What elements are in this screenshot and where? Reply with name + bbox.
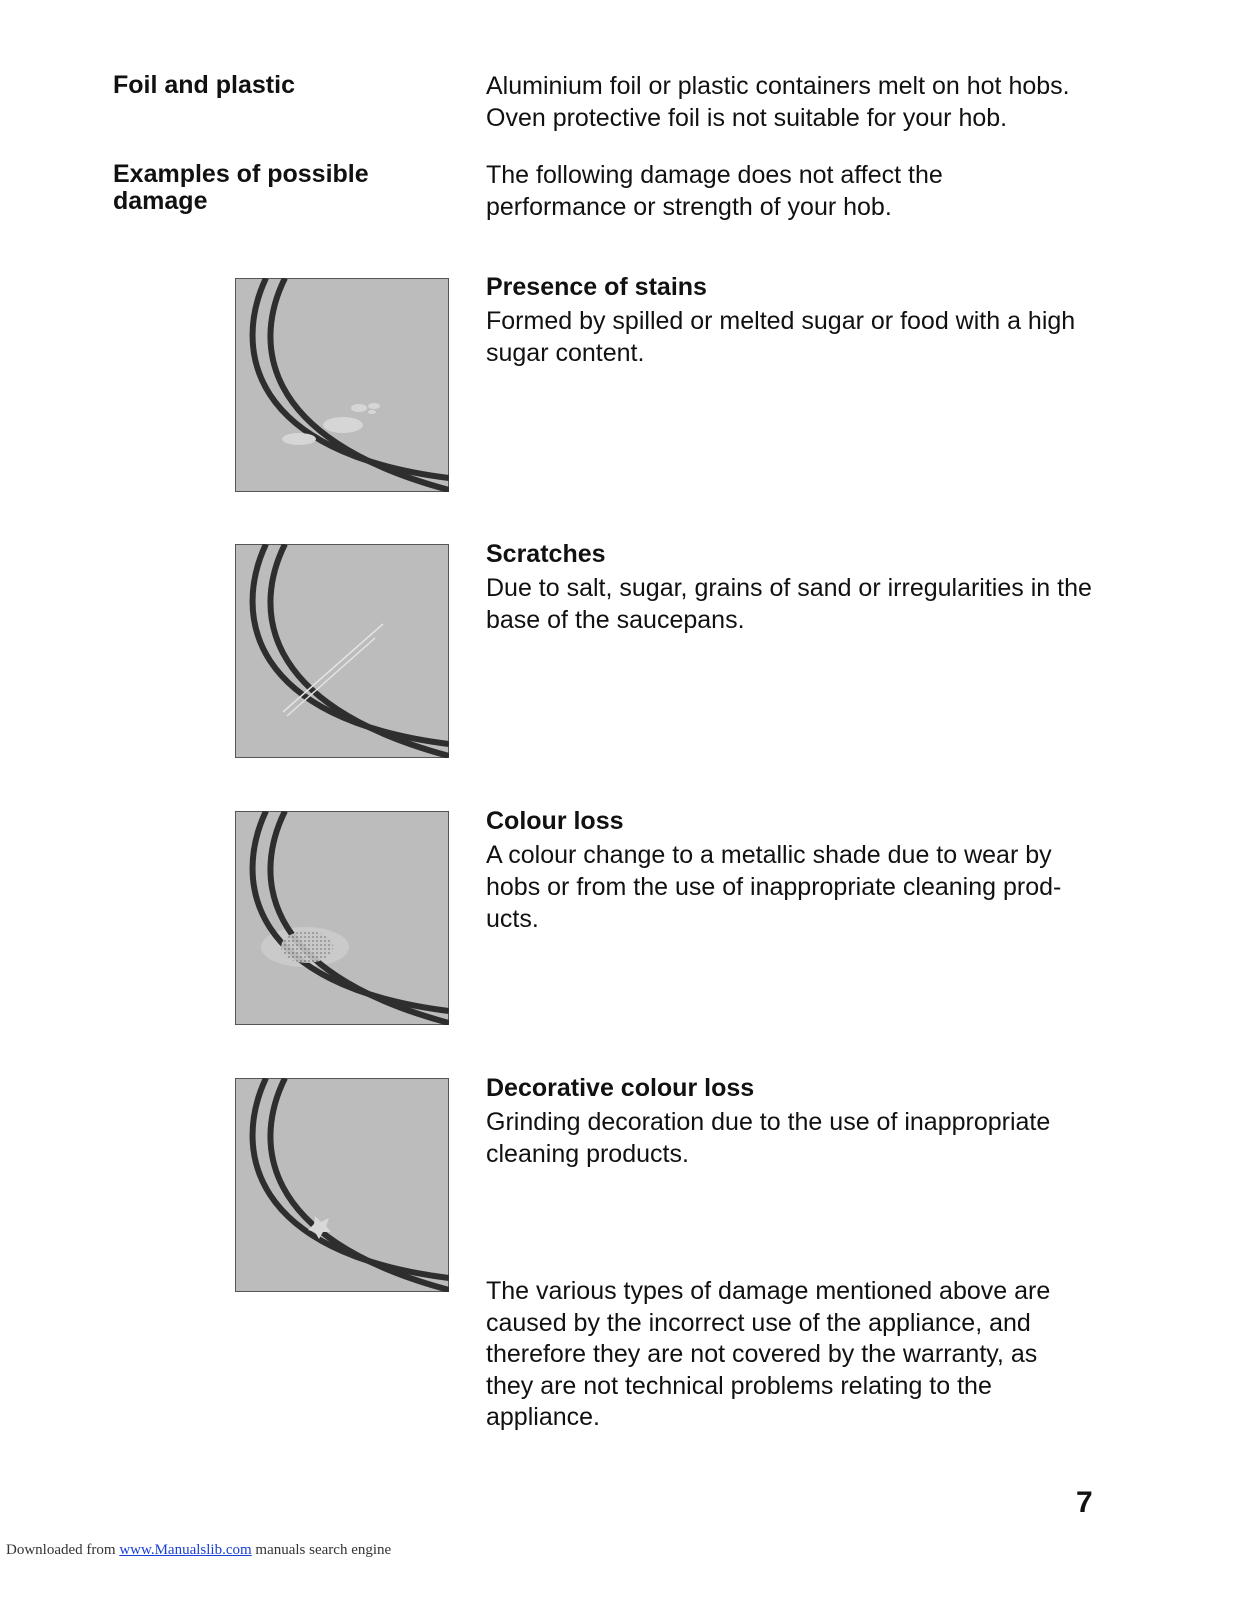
damage-text-line: ucts. bbox=[486, 905, 539, 933]
foil-text-line-2: Oven protective foil is not suitable for your hob. bbox=[486, 104, 1008, 132]
damage-text-line: Grinding decoration due to the use of inappropriate bbox=[486, 1108, 1051, 1136]
damage-text-line: A colour change to a metallic shade due to wear by bbox=[486, 841, 1052, 869]
warranty-note-line: appliance. bbox=[486, 1403, 600, 1431]
damage-text-line: Formed by spilled or melted sugar or food with a high bbox=[486, 307, 1076, 335]
warranty-note-line: The various types of damage mentioned above are bbox=[486, 1277, 1051, 1305]
examples-text-line-2: performance or strength of your hob. bbox=[486, 193, 892, 221]
damage-text bbox=[486, 839, 1146, 935]
stain-blob-4 bbox=[368, 403, 380, 409]
page-number: 7 bbox=[1076, 1486, 1093, 1519]
warranty-note-line: caused by the incorrect use of the appliance, and bbox=[486, 1308, 1031, 1337]
damage-text-line: hobs or from the use of inappropriate cleaning prod- bbox=[486, 873, 1062, 901]
examples-heading-line-2: damage bbox=[113, 187, 208, 215]
hob-colour-loss-illustration bbox=[235, 811, 449, 1025]
damage-title: Decorative colour loss bbox=[486, 1074, 755, 1102]
stain-blob-2 bbox=[323, 417, 363, 433]
damage-text-line: base of the saucepans. bbox=[486, 606, 745, 634]
damage-item-scratches bbox=[486, 541, 1146, 636]
hob-stain-illustration bbox=[235, 278, 449, 492]
damage-item-decorative-colour-loss bbox=[486, 1075, 1146, 1170]
warranty-note-line: they are not technical problems relating to the bbox=[486, 1371, 992, 1400]
colour-loss-patch bbox=[281, 931, 333, 963]
examples-heading bbox=[113, 161, 369, 215]
stain-blob-1 bbox=[282, 433, 316, 445]
stain-blob-5 bbox=[368, 410, 376, 414]
damage-text bbox=[486, 572, 1146, 636]
warranty-note-line: therefore they are not covered by the warranty, as bbox=[486, 1340, 1038, 1368]
damage-item-stains bbox=[486, 274, 1146, 369]
examples-text-line-1: The following damage does not affect the bbox=[486, 161, 943, 189]
damage-text bbox=[486, 1106, 1146, 1170]
foil-heading: Foil and plastic bbox=[113, 71, 295, 99]
footer-prefix: Downloaded from bbox=[6, 1542, 120, 1558]
damage-title: Colour loss bbox=[486, 807, 624, 835]
hob-decor-loss-illustration bbox=[235, 1078, 449, 1292]
warranty-note bbox=[486, 1276, 1146, 1434]
damage-text-line: sugar content. bbox=[486, 339, 645, 367]
foil-text-line-1: Aluminium foil or plastic containers melt on hot hobs. bbox=[486, 72, 1070, 100]
damage-title: Scratches bbox=[486, 540, 606, 568]
hob-scratch-illustration bbox=[235, 544, 449, 758]
manualslib-link[interactable]: www.Manualslib.com bbox=[119, 1542, 252, 1558]
damage-item-colour-loss bbox=[486, 808, 1146, 935]
damage-text-line: cleaning products. bbox=[486, 1140, 689, 1168]
damage-title: Presence of stains bbox=[486, 273, 707, 301]
footer-suffix: manuals search engine bbox=[251, 1542, 392, 1558]
examples-heading-line-1: Examples of possible bbox=[113, 160, 369, 188]
damage-text bbox=[486, 305, 1146, 369]
examples-text bbox=[486, 159, 1146, 223]
foil-text bbox=[486, 70, 1146, 134]
damage-text-line: Due to salt, sugar, grains of sand or irregularities in the bbox=[486, 574, 1092, 602]
stain-blob-3 bbox=[351, 404, 367, 412]
download-footer bbox=[6, 1542, 391, 1559]
